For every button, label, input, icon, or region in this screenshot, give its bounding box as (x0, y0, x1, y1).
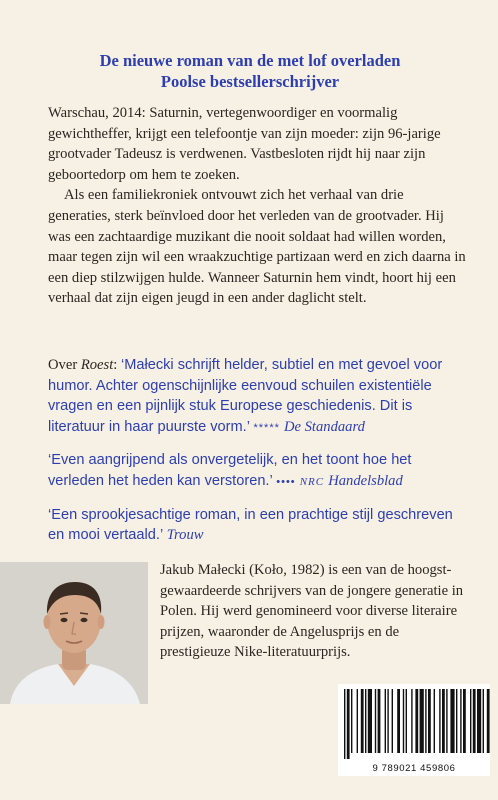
barcode-bar (392, 689, 393, 753)
over-colon: : (113, 357, 121, 373)
barcode-bar (446, 689, 447, 753)
barcode-bar (368, 689, 372, 753)
isbn-barcode (338, 684, 490, 776)
review-quote-2 (48, 450, 468, 492)
review-quote-3-text: ‘Een sprookjesachtige roman, in een prachtige stijl geschreven en mooi vertaald.’ (48, 506, 453, 544)
barcode-bar (470, 689, 471, 753)
barcode-bar (378, 689, 381, 753)
barcode-bar (387, 689, 388, 753)
barcode-bar (357, 689, 358, 753)
barcode-bar (397, 689, 400, 753)
author-bio-text: Jakub Małecki (Koło, 1982) is een van de hoogstgewaardeerde schrijvers van de jongere generatie in Polen. Hij werd genomineerd voor diverse literaire prijzen, waaronder de Angelusprijs en de prestigieuze Nike-literatuurprijs. (160, 562, 464, 661)
over-book-title: Roest (80, 357, 114, 373)
barcode-bar (487, 689, 490, 753)
barcode-bar (428, 689, 431, 753)
blurb-paragraph-2: Als een familiekroniek ontvouwt zich het verhaal van drie generaties, sterk beïnvloed door het verleden van de grootvader. Hij was een zachtaardige muzikant die nooit soldaat had willen worden, maar tegen zijn wil een wraakzuchtige partizaan werd en zich daarna in een diep stilzwijgen hulde. Wanneer Saturnin hem vindt, hoort hij een verhaal dat zijn eigen jeugd in een ander daglicht stelt. (48, 187, 466, 307)
barcode-bar (385, 689, 386, 753)
headline-line-1: De nieuwe roman van de met lof overladen (99, 51, 401, 70)
barcode-bar (344, 689, 345, 759)
barcode-bar (450, 689, 454, 753)
barcode-bar (456, 689, 457, 753)
barcode-bar (347, 689, 350, 759)
barcode-bar (365, 689, 366, 753)
barcode-bar (361, 689, 364, 753)
barcode-bar (425, 689, 426, 753)
barcode-bar (375, 689, 376, 753)
barcode-bar (439, 689, 440, 753)
barcode-bar (415, 689, 418, 753)
barcode-bar (483, 689, 484, 753)
over-prefix: Over (48, 357, 81, 373)
barcode-bar (463, 689, 466, 753)
barcode-bar (434, 689, 435, 753)
review-source-2-caps: NRC (299, 475, 325, 488)
barcode-bar (420, 689, 424, 753)
barcode-bar (403, 689, 404, 753)
author-bio (160, 560, 470, 663)
rating-dots: •••• (276, 475, 296, 488)
author-portrait-illustration (0, 562, 148, 704)
barcode-bar (442, 689, 445, 753)
barcode-bar (460, 689, 461, 753)
barcode-bar (477, 689, 481, 753)
barcode-bars (338, 684, 490, 760)
review-source-2: Handelsblad (328, 472, 403, 489)
blurb-paragraph-1: Warschau, 2014: Saturnin, vertegenwoordiger en voormalig gewichtheffer, krijgt een telefoontje van zijn moeder: zijn 96-jarige grootvader Tadeusz is verdwenen. Vastbesloten rijdt hij naar zijn geboortedorp om hem te zoeken. (48, 105, 441, 183)
blurb (48, 103, 468, 309)
author-photo (0, 562, 148, 704)
review-source-1: De Standaard (283, 418, 365, 435)
rating-stars: ***** (253, 421, 280, 434)
review-quote-2-text: ‘Even aangrijpend als onvergetelijk, en het toont hoe het verleden het heden kan verstoren.’ (48, 452, 412, 489)
review-quote-1-text: ‘Małecki schrijft helder, subtiel en met gevoel voor humor. Achter ogenschijnlijke eenvoud schuilen existentiële vragen en een pijnlijk stuk Europese geschiedenis. Dit is literatuur in haar puurste vorm.’ (48, 357, 443, 435)
isbn-number: 9 789021 459806 (372, 763, 456, 774)
barcode-bar (351, 689, 352, 753)
review-quote-1 (48, 355, 468, 438)
barcode-bar (406, 689, 407, 753)
review-quote-3 (48, 505, 468, 546)
barcode-bar (473, 689, 476, 753)
headline-line-2: Poolse bestsellerschrijver (160, 72, 340, 91)
barcode-bar (411, 689, 412, 753)
review-source-3: Trouw (166, 527, 204, 544)
review-quotes (48, 355, 468, 558)
headline (40, 50, 460, 92)
